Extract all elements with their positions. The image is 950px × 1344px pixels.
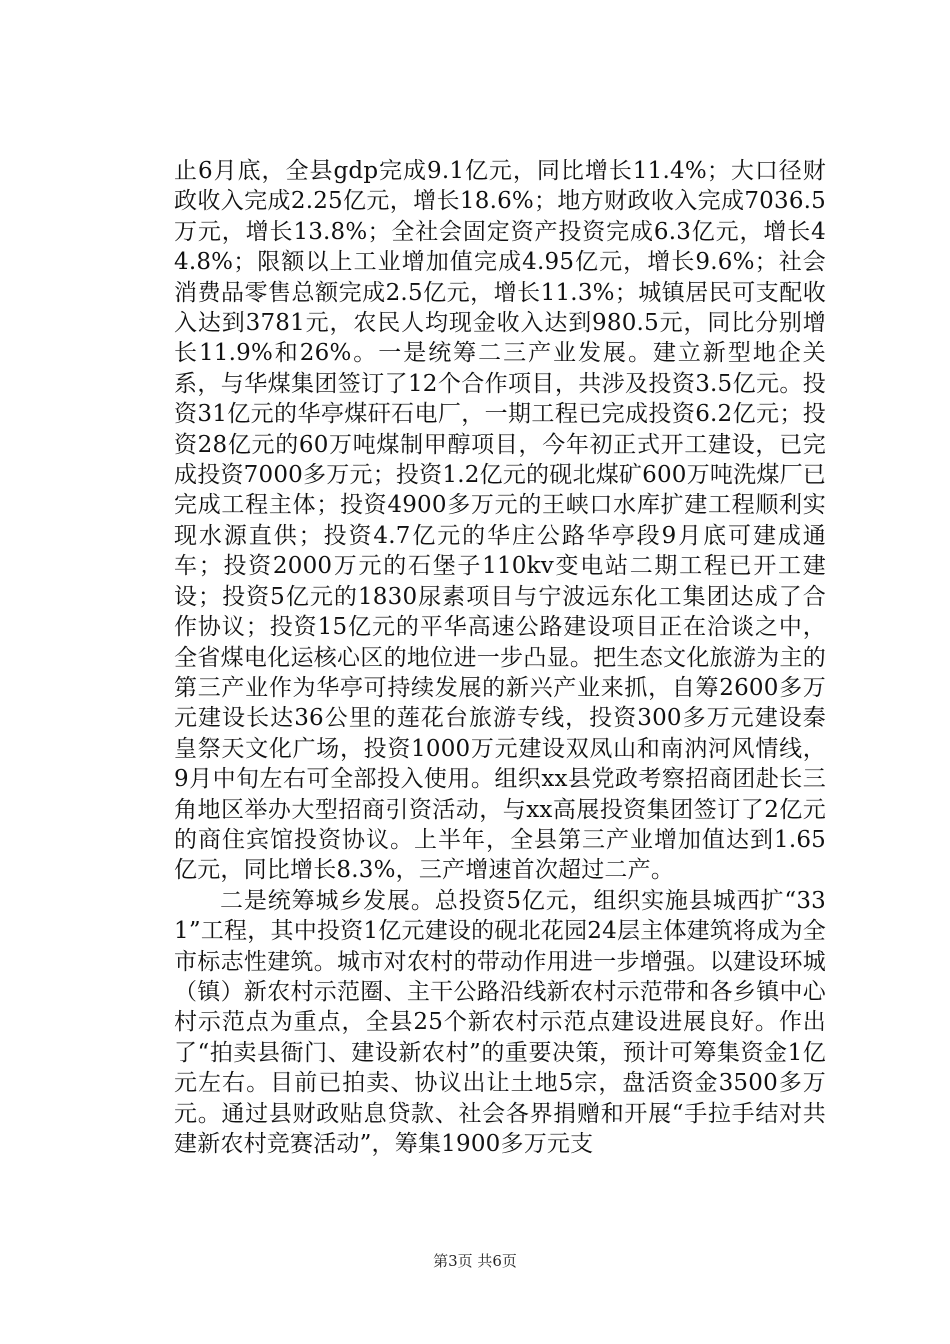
document-body	[174, 156, 826, 1159]
page-footer: 第3页 共6页	[433, 1252, 517, 1270]
paragraph-2: 二是统筹城乡发展。总投资5亿元，组织实施县城西扩“331”工程，其中投资1亿元建设的砚北花园24层主体建筑将成为全市标志性建筑。城市对农村的带动作用进一步增强。以建设环城（镇）新农村示范圈、主干公路沿线新农村示范带和各乡镇中心村示范点为重点，全县25个新农村示范点建设进展良好。作出了“拍卖县衙门、建设新农村”的重要决策，预计可筹集资金1亿元左右。目前已拍卖、协议出让土地5宗，盘活资金3500多万元。通过县财政贴息贷款、社会各界捐赠和开展“手拉手结对共建新农村竞赛活动”，筹集1900多万元支	[174, 887, 826, 1157]
paragraph-1: 止6月底，全县gdp完成9.1亿元，同比增长11.4%；大口径财政收入完成2.25亿元，增长18.6%；地方财政收入完成7036.5万元，增长13.8%；全社会固定资产投资完成6.3亿元，增长44.8%；限额以上工业增加值完成4.95亿元，增长9.6%；社会消费品零售总额完成2.5亿元，增长11.3%；城镇居民可支配收入达到3781元，农民人均现金收入达到980.5元，同比分别增长11.9%和26%。一是统筹二三产业发展。建立新型地企关系，与华煤集团签订了12个合作项目，共涉及投资3.5亿元。投资31亿元的华亭煤矸石电厂，一期工程已完成投资6.2亿元；投资28亿元的60万吨煤制甲醇项目，今年初正式开工建设，已完成投资7000多万元；投资1.2亿元的砚北煤矿600万吨洗煤厂已完成工程主体；投资4900多万元的王峡口水库扩建工程顺利实现水源直供；投资4.7亿元的华庄公路华亭段9月底可建成通车；投资2000万元的石堡子110kv变电站二期工程已开工建设；投资5亿元的1830尿素项目与宁波远东化工集团达成了合作协议；投资15亿元的平华高速公路建设项目正在洽谈之中，全省煤电化运核心区的地位进一步凸显。把生态文化旅游为主的第三产业作为华亭可持续发展的新兴产业来抓，自筹2600多万元建设长达36公里的莲花台旅游专线，投资300多万元建设秦皇祭天文化广场，投资1000万元建设双凤山和南汭河风情线，9月中旬左右可全部投入使用。组织xx县党政考察招商团赴长三角地区举办大型招商引资活动，与xx高展投资集团签订了2亿元的商住宾馆投资协议。上半年，全县第三产业增加值达到1.65亿元，同比增长8.3%，三产增速首次超过二产。	[174, 158, 826, 884]
